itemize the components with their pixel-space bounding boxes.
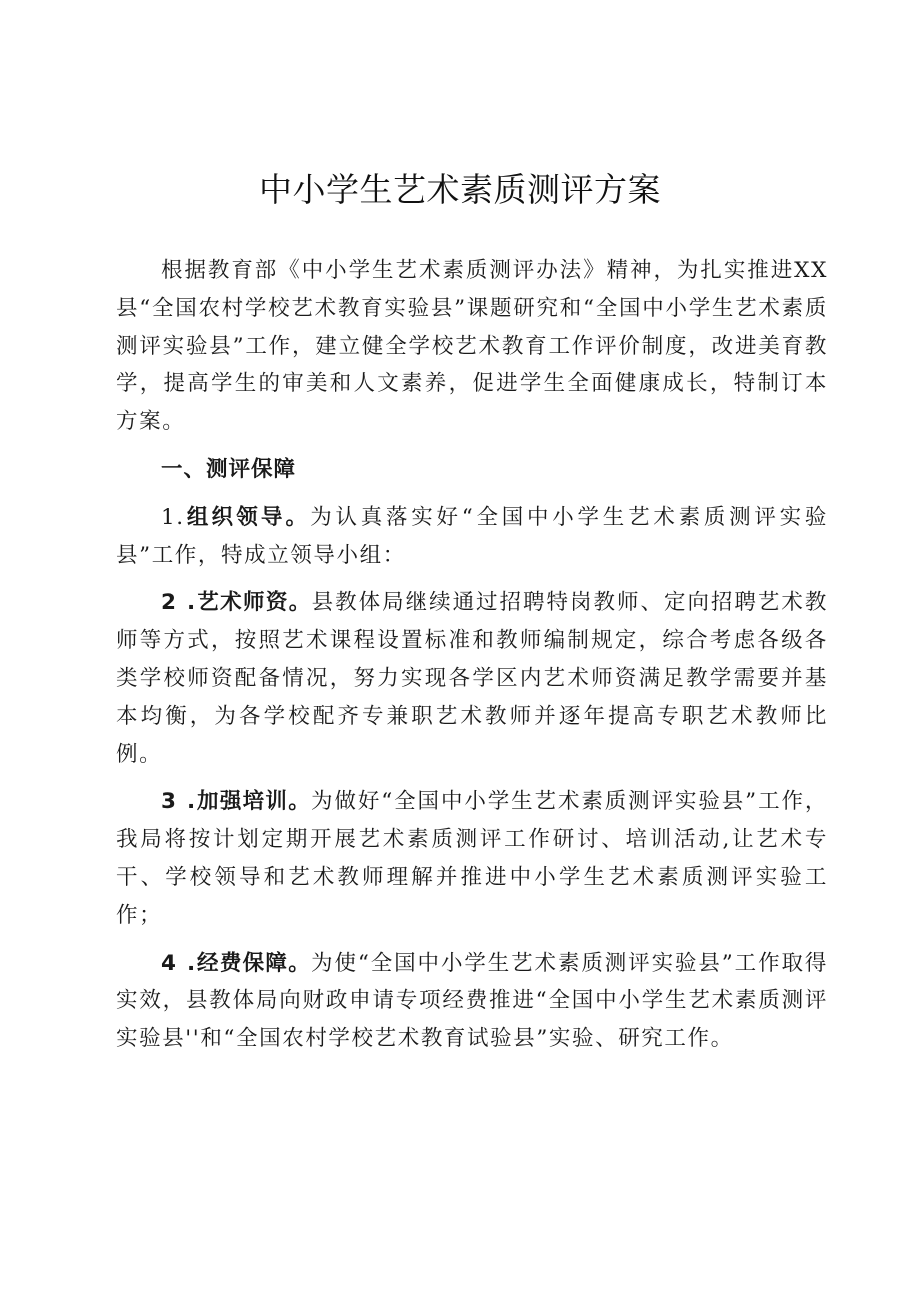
item-text: 为使“全国中小学生艺术素质测评实验县”工作取得实效，县教体局向财政申请专项经费推进“全国中小学生艺术素质测评实验县''和“全国农村学校艺术教育试验县”实验、研究工作。	[116, 950, 828, 1052]
item-text: 为做好“全国中小学生艺术素质测评实验县”工作，我局将按计划定期开展艺术素质测评工作研讨、培训活动,让艺术专干、学校领导和艺术教师理解并推进中小学生艺术素质测评实验工作；	[116, 789, 828, 928]
item-heading: 经费保障。	[196, 950, 312, 976]
page-title: 中小学生艺术素质测评方案	[259, 170, 661, 209]
item-paragraph-3	[116, 783, 828, 934]
item-heading: 加强培训。	[196, 789, 312, 815]
item-text: 县教体局继续通过招聘特岗教师、定向招聘艺术教师等方式，按照艺术课程设置标准和教师编制规定，综合考虑各级各类学校师资配备情况，努力实现各学区内艺术师资满足教学需要并基本均衡，为各学校配齐专兼职艺术教师并逐年提高专职艺术教师比例。	[116, 590, 828, 767]
item-paragraph-1	[116, 499, 828, 575]
item-paragraph-4	[116, 945, 828, 1058]
item-heading: 组织领导。	[184, 504, 311, 530]
item-heading: 艺术师资。	[196, 590, 312, 616]
item-number: 1.	[161, 504, 185, 530]
document-body	[116, 252, 828, 1058]
item-paragraph-2	[116, 584, 828, 773]
item-text: 为认真落实好“全国中小学生艺术素质测评实验县”工作，特成立领导小组：	[116, 504, 828, 568]
section-heading: 一、测评保障	[161, 456, 297, 482]
intro-paragraph: 根据教育部《中小学生艺术素质测评办法》精神，为扎实推进XX县“全国农村学校艺术教育实验县”课题研究和“全国中小学生艺术素质测评实验县”工作，建立健全学校艺术教育工作评价制度，改进美育教学，提高学生的审美和人文素养，促进学生全面健康成长，特制订本方案。	[116, 258, 828, 435]
item-number: 4 .	[161, 950, 197, 976]
item-number: 3 .	[161, 789, 197, 815]
item-number: 2 .	[161, 590, 197, 616]
